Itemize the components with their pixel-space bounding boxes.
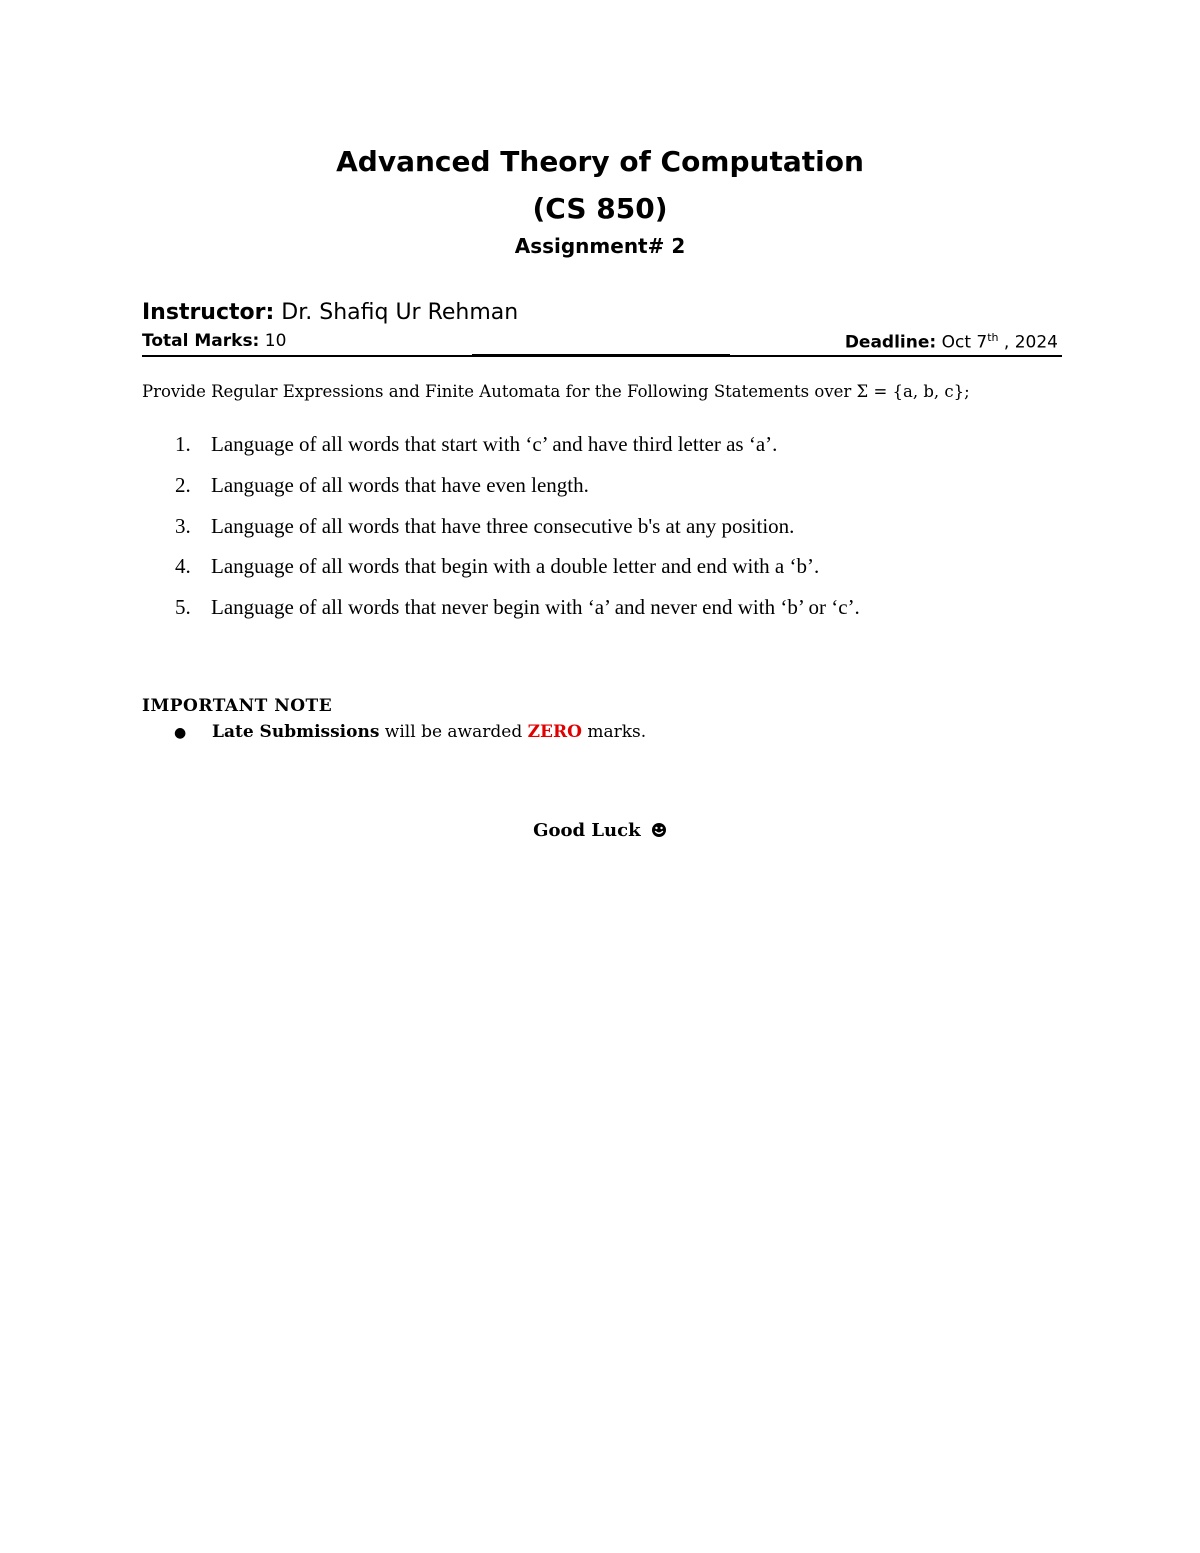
instructor-label: Instructor: — [142, 300, 275, 325]
question-text: Language of all words that never begin with ‘a’ and never end with ‘b’ or ‘c’. — [211, 595, 860, 620]
question-text: Language of all words that have even length. — [211, 472, 589, 497]
question-number: 1. — [175, 432, 191, 456]
closing-text: Good Luck — [533, 820, 641, 841]
instructions-text: Provide Regular Expressions and Finite Automata for the Following Statements over Σ = {a, b, c}; — [142, 382, 970, 401]
question-number: 3. — [175, 513, 191, 538]
deadline-date: Oct 7 — [941, 332, 988, 353]
course-code: (CS 850) — [532, 192, 668, 225]
important-note-heading: IMPORTANT NOTE — [142, 696, 333, 716]
instructor-line — [142, 300, 518, 325]
bullet-icon: ● — [174, 725, 187, 741]
note-end-text: marks. — [581, 722, 647, 742]
total-marks-label: Total Marks: — [142, 331, 260, 351]
deadline-ordinal: th — [987, 331, 999, 344]
instructor-name: Dr. Shafiq Ur Rehman — [281, 300, 519, 325]
deadline-year: , 2024 — [1003, 332, 1058, 353]
header-divider-accent — [472, 354, 730, 357]
zero-highlight: ZERO — [527, 722, 582, 742]
total-marks-value: 10 — [264, 331, 287, 351]
question-number: 2. — [175, 472, 191, 497]
late-submissions-label: Late Submissions — [212, 722, 380, 742]
closing-line — [0, 820, 1200, 843]
deadline-label: Deadline: — [844, 332, 937, 353]
question-number: 5. — [175, 595, 191, 620]
question-number: 4. — [175, 554, 191, 579]
document-title: Advanced Theory of Computation — [336, 145, 864, 178]
deadline — [845, 331, 1058, 353]
question-text: Language of all words that begin with a double letter and end with a ‘b’. — [211, 554, 820, 579]
total-marks — [142, 331, 286, 351]
note-middle-text: will be awarded — [379, 722, 528, 742]
question-text: Language of all words that have three consecutive b's at any position. — [211, 513, 795, 538]
assignment-number: Assignment# 2 — [514, 234, 686, 258]
question-text: Language of all words that start with ‘c’ and have third letter as ‘a’. — [211, 432, 778, 456]
important-note-text — [212, 722, 646, 742]
smiley-face-icon — [651, 822, 667, 843]
